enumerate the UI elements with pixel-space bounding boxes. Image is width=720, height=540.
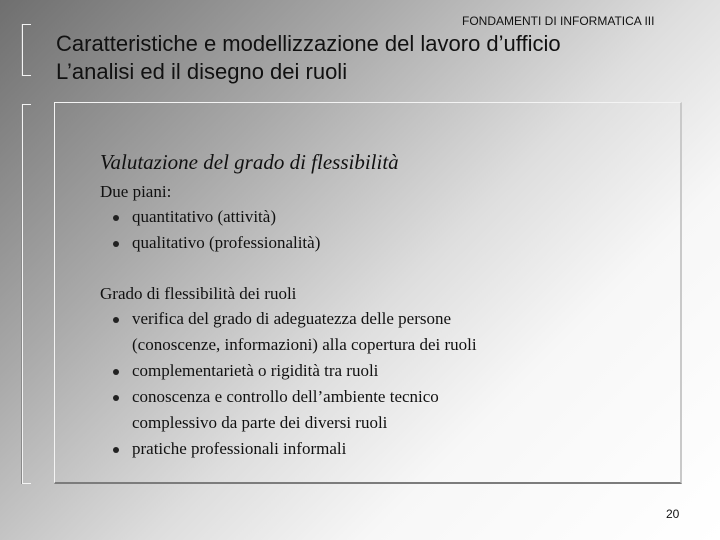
bullet-icon [113, 447, 119, 453]
bullet-icon [113, 241, 119, 247]
list-item [100, 204, 680, 230]
slide-title-line-1: Caratteristiche e modellizzazione del lavoro d’ufficio [56, 31, 561, 56]
bullet-list [100, 306, 680, 462]
slide-content [100, 148, 680, 462]
title-bracket-decoration [22, 24, 31, 76]
bullet-icon [113, 317, 119, 323]
section-title: Valutazione del grado di flessibilità [100, 150, 399, 174]
list-item [100, 230, 680, 256]
list-item-text: (conoscenze, informazioni) alla copertura dei ruoli [132, 335, 477, 354]
page-number: 20 [666, 507, 680, 521]
group-heading: Due piani: [100, 182, 172, 201]
list-item-text: pratiche professionali informali [132, 439, 347, 458]
list-item-text: quantitativo (attività) [132, 207, 276, 226]
list-item-text: conoscenza e controllo dell’ambiente tecnico [132, 387, 439, 406]
bullet-list [100, 204, 680, 256]
list-item-text: qualitativo (professionalità) [132, 233, 321, 252]
slide-title-line-2: L’analisi ed il disegno dei ruoli [56, 59, 348, 84]
group-heading: Grado di flessibilità dei ruoli [100, 284, 297, 303]
list-item [100, 436, 680, 462]
bullet-icon [113, 215, 119, 221]
content-bracket-decoration [22, 104, 31, 484]
bullet-icon [113, 369, 119, 375]
list-item-text: complementarietà o rigidità tra ruoli [132, 361, 379, 380]
list-item [100, 384, 680, 436]
list-item [100, 358, 680, 384]
list-item-text: complessivo da parte dei diversi ruoli [132, 413, 388, 432]
list-item [100, 306, 680, 358]
list-item-text: verifica del grado di adeguatezza delle persone [132, 309, 452, 328]
course-header: FONDAMENTI DI INFORMATICA III [462, 14, 655, 28]
bullet-icon [113, 395, 119, 401]
slide-title [56, 30, 561, 86]
